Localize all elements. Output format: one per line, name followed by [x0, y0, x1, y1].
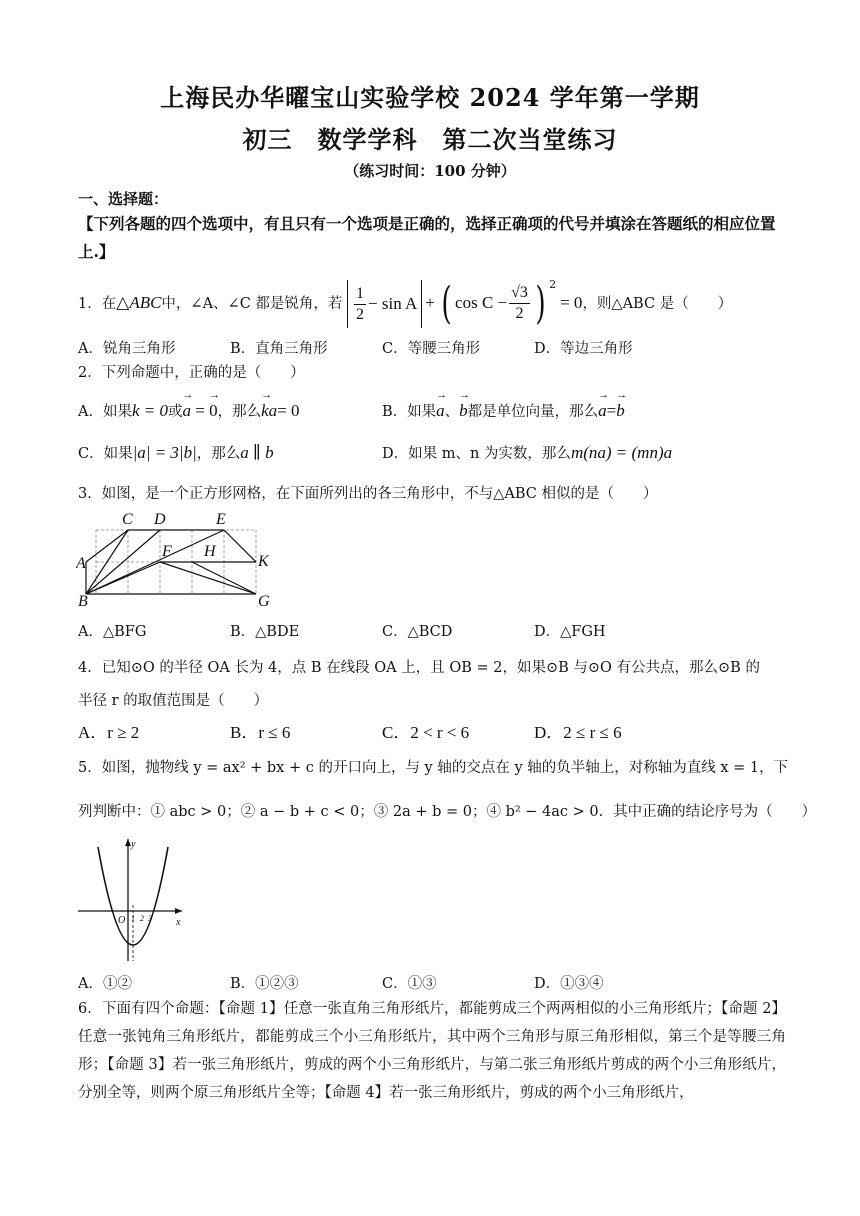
question-5-line1: 5．如图，抛物线 y = ax² + bx + c 的开口向上，与 y 轴的交点在 y 轴的负半轴上，对称轴为直线 x = 1，下 [78, 760, 789, 776]
graph-label-o: O [118, 915, 126, 926]
q3-grid-figure [76, 508, 276, 608]
q1-prefix: 1．在 [78, 295, 117, 312]
label-k: K [258, 553, 269, 570]
graph-label-3: 3 [148, 914, 152, 923]
q3-option-a[interactable]: A．△BFG [78, 624, 147, 640]
q2-option-b[interactable]: B．如果→ a、→ b都是单位向量，那么→ a=→ b [382, 400, 625, 421]
exam-title: 初三 数学学科 第二次当堂练习 [242, 125, 618, 154]
q2-option-d[interactable]: D．如果 m、n 为实数，那么m(na) = (mn)a [382, 443, 673, 462]
q5-parabola-figure [76, 835, 188, 965]
q1-option-b[interactable]: B．直角三角形 [230, 341, 328, 357]
section-heading: 一、选择题： [78, 190, 169, 208]
q4-option-d[interactable]: D．2 ≤ r ≤ 6 [534, 723, 622, 742]
graph-label-2: 2 [140, 914, 144, 923]
q3-option-b[interactable]: B．△BDE [230, 624, 300, 640]
q1-half: $\frac{1}{2}$ [356, 285, 365, 324]
q5-option-c[interactable]: C．①③ [382, 976, 437, 992]
q5-option-b[interactable]: B．①②③ [230, 976, 299, 992]
question-1 [78, 270, 732, 328]
graph-label-x: x [176, 917, 181, 928]
q1-abc: ABC [129, 292, 162, 312]
question-3: 3．如图，是一个正方形网格，在下面所列出的各三角形中，不与△ABC 相似的是（ ） [78, 486, 658, 502]
label-h: H [204, 543, 216, 560]
label-d: D [154, 511, 166, 528]
q3-option-c[interactable]: C．△BCD [382, 624, 453, 640]
question-4-line2: 半径 r 的取值范围是（ ） [78, 693, 269, 709]
q1-option-a[interactable]: A．锐角三角形 [78, 341, 176, 357]
q1-right-paren: ) [535, 277, 546, 329]
q1-plus: + [425, 292, 435, 312]
q4-option-c[interactable]: C．2 < r < 6 [382, 723, 470, 742]
question-5-line2: 列判断中：① abc > 0；② a − b + c < 0；③ 2a + b = 0；④ b² − 4ac > 0．其中正确的结论序号为（ ） [78, 804, 817, 820]
q1-suffix: ，则△ABC 是（ ） [582, 295, 733, 312]
q5-option-a[interactable]: A．①② [78, 976, 132, 992]
label-c: C [122, 511, 133, 528]
q2-option-a[interactable]: A．如果k = 0或→ a = → 0，那么→ ka= 0 [78, 400, 300, 421]
q1-sqrt-frac: $\frac{√3}{2}$ [511, 284, 528, 323]
section-instruction: 【下列各题的四个选项中，有且只有一个选项是正确的，选择正确项的代号并填涂在答题纸的相应位置上.】 [78, 214, 776, 261]
question-4-line1: 4．已知⊙O 的半径 OA 长为 4，点 B 在线段 OA 上，且 OB = 2，如果⊙B 与⊙O 有公共点，那么⊙B 的 [78, 660, 760, 676]
graph-label-1: 1 [131, 914, 135, 923]
x-axis-arrow [175, 908, 182, 914]
q1-abs-expr [347, 280, 422, 328]
q4-option-a[interactable]: A．r ≥ 2 [78, 723, 140, 742]
q5-option-d[interactable]: D．①③④ [534, 976, 604, 992]
q1-sin: − sin A [368, 293, 418, 313]
graph-label-y: y [131, 839, 136, 850]
label-b: B [78, 593, 88, 608]
q1-left-paren: ( [441, 277, 452, 329]
exam-duration: （练习时间：100 分钟） [344, 162, 516, 180]
label-f: F [162, 543, 172, 560]
q1-cos: cos C − [455, 292, 508, 312]
label-e: E [216, 511, 226, 528]
label-g: G [258, 593, 270, 608]
school-title: 上海民办华曜宝山实验学校 2024 学年第一学期 [160, 83, 700, 112]
q1-mid: 中，∠A、∠C 都是锐角，若 [161, 295, 343, 312]
q1-option-d[interactable]: D．等边三角形 [534, 341, 633, 357]
q1-square: 2 [549, 278, 557, 291]
question-6: 6．下面有四个命题：【命题 1】任意一张直角三角形纸片，都能剪成三个两两相似的小三角形纸片；【命题 2】任意一张钝角三角形纸片，都能剪成三个小三角形纸片，其中两个三角形与原三角形相似，第三个是等腰三角形；【命题 3】若一张三角形纸片，剪成的两个小三角形纸片，与第二张三角形纸片剪成的两个小三角形纸片，分别全等，则两个原三角形纸片全等；【命题 4】若一张三角形纸片，剪成的两个小三角形纸片， [78, 1001, 786, 1101]
q2-option-c[interactable]: C．如果|a| = 3|b|，那么a ∥ b [78, 443, 274, 462]
q4-option-b[interactable]: B．r ≤ 6 [230, 723, 291, 742]
q1-tri: △ [116, 292, 130, 312]
q1-eq0: = 0 [560, 292, 583, 312]
q3-option-d[interactable]: D．△FGH [534, 624, 606, 640]
q1-option-c[interactable]: C．等腰三角形 [382, 341, 481, 357]
question-2: 2．下列命题中，正确的是（ ） [78, 365, 305, 381]
label-a: A [76, 555, 86, 572]
